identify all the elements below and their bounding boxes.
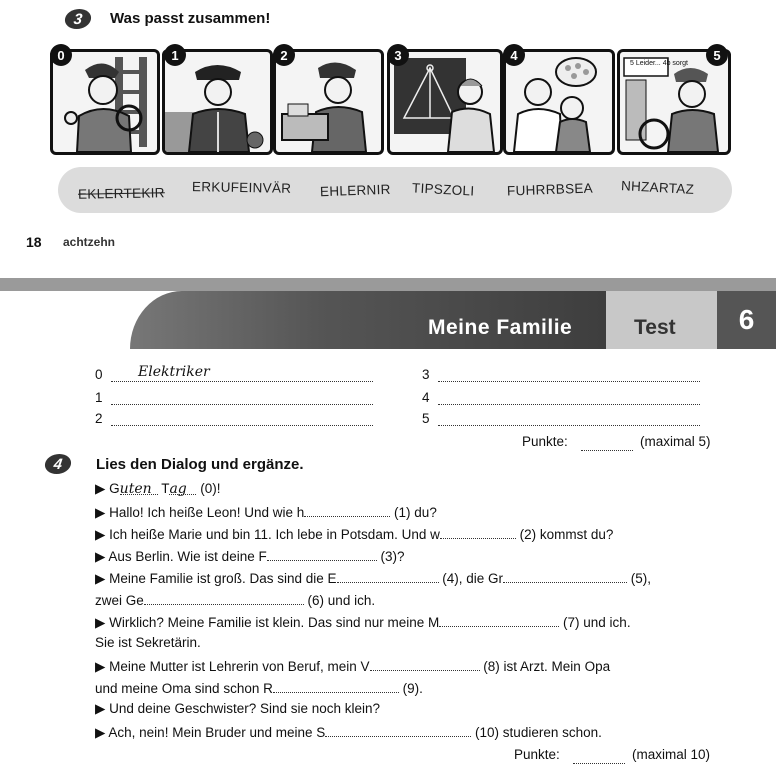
- test-label: Test: [634, 316, 676, 339]
- scrambled-word: ERKUFEINVÄR: [191, 179, 292, 196]
- gap-field-5[interactable]: [503, 569, 627, 583]
- workbook-page-18: [0, 0, 776, 278]
- picture-panel-doctor: [503, 49, 615, 155]
- answer-number: 5: [422, 411, 430, 426]
- example-fill: ag: [169, 481, 196, 495]
- scrambled-word: EHLERNIR: [319, 181, 391, 200]
- gap-field-10[interactable]: [325, 723, 471, 737]
- scrambled-word: EKLERTEKIR: [77, 185, 165, 202]
- answer-number: 4: [422, 390, 430, 405]
- dialog-line-9: und meine Oma sind schon R (9).: [95, 681, 423, 696]
- test-number: 6: [717, 291, 776, 349]
- teacher-illustration: [390, 52, 500, 152]
- answer-example-value: Elektriker: [138, 364, 210, 380]
- gap-field-4[interactable]: [337, 569, 439, 583]
- dialog-line-4: ▶ Meine Familie ist groß. Das sind die E (4), die Gr (5),: [95, 571, 652, 586]
- exercise-title: Was passt zusammen!: [110, 10, 271, 27]
- header-title: Meine Familie: [428, 316, 573, 339]
- points-max: (maximal 10): [632, 747, 711, 762]
- panel-number-badge: 2: [273, 44, 295, 66]
- gap-field-2[interactable]: [440, 525, 516, 539]
- exercise-number-badge: 4: [44, 454, 73, 474]
- gap-field-8[interactable]: [370, 657, 480, 671]
- answer-field-2[interactable]: [111, 411, 373, 426]
- page-number: 18: [26, 234, 42, 250]
- answer-field-1[interactable]: [111, 390, 373, 405]
- picture-panel-teacher: [387, 49, 503, 155]
- panel-number-badge: 3: [387, 44, 409, 66]
- panel-number-badge: 5: [706, 44, 728, 66]
- exercise-title: Lies den Dialog und ergänze.: [96, 456, 304, 473]
- dialog-line-3: ▶ Aus Berlin. Wie ist deine F (3)?: [95, 549, 405, 564]
- cashier-illustration: [276, 52, 381, 152]
- dialog-line-11: ▶ Ach, nein! Mein Bruder und meine S (10) studieren schon.: [95, 725, 602, 740]
- answer-number: 3: [422, 367, 430, 382]
- dialog-line-10: ▶ Und deine Geschwister? Sind sie noch klein?: [95, 701, 381, 716]
- gap-field-6[interactable]: [144, 591, 304, 605]
- answer-field-3[interactable]: [438, 367, 700, 382]
- panel-number-badge: 1: [164, 44, 186, 66]
- electrician-illustration: [53, 52, 157, 152]
- panel-number-badge: 0: [50, 44, 72, 66]
- dialog-line-8: ▶ Meine Mutter ist Lehrerin von Beruf, mein V (8) ist Arzt. Mein Opa: [95, 659, 611, 674]
- workbook-test-page: [0, 291, 776, 769]
- page-number-word: achtzehn: [63, 235, 116, 249]
- picture-panel-electrician: [50, 49, 160, 155]
- dialog-line-7: Sie ist Sekretärin.: [95, 635, 201, 650]
- answer-field-4[interactable]: [438, 390, 700, 405]
- answer-field-5[interactable]: [438, 411, 700, 426]
- points-max: (maximal 5): [640, 434, 711, 449]
- points-field[interactable]: [581, 436, 633, 451]
- dialog-line-1: ▶ Hallo! Ich heiße Leon! Und wie h (1) du?: [95, 505, 437, 520]
- bus-driver-illustration: [620, 52, 728, 152]
- picture-panel-cashier: [273, 49, 384, 155]
- dialog-line-2: ▶ Ich heiße Marie und bin 11. Ich lebe in Potsdam. Und w (2) kommst du?: [95, 527, 614, 542]
- gap-field-7[interactable]: [439, 613, 559, 627]
- points-field[interactable]: [573, 749, 625, 764]
- answer-number: 0: [95, 367, 103, 382]
- bus-sign-text: 5 Leider... 4b sorgt: [630, 60, 688, 67]
- page-gap: [0, 278, 776, 291]
- exercise-number-badge: 3: [64, 9, 93, 29]
- dialog-line-6: ▶ Wirklich? Meine Familie ist klein. Das sind nur meine M (7) und ich.: [95, 615, 631, 630]
- points-label: Punkte:: [522, 434, 568, 449]
- gap-field-3[interactable]: [267, 547, 377, 561]
- points-label: Punkte:: [514, 747, 560, 762]
- dialog-line-5: zwei Ge (6) und ich.: [95, 593, 376, 608]
- scrambled-word: TIPSZOLI: [411, 180, 475, 199]
- gap-field-9[interactable]: [273, 679, 399, 693]
- answer-number: 2: [95, 411, 103, 426]
- police-officer-illustration: [165, 52, 270, 152]
- panel-number-badge: 4: [503, 44, 525, 66]
- example-fill: uten: [120, 481, 158, 495]
- gap-field-1[interactable]: [304, 503, 390, 517]
- scrambled-word: NHZARTAZ: [620, 178, 695, 197]
- doctor-illustration: [506, 52, 612, 152]
- answer-number: 1: [95, 390, 103, 405]
- dialog-line-0: ▶ Guten Tag (0)!: [95, 481, 221, 497]
- scrambled-word: FUHRRBSEA: [506, 180, 594, 199]
